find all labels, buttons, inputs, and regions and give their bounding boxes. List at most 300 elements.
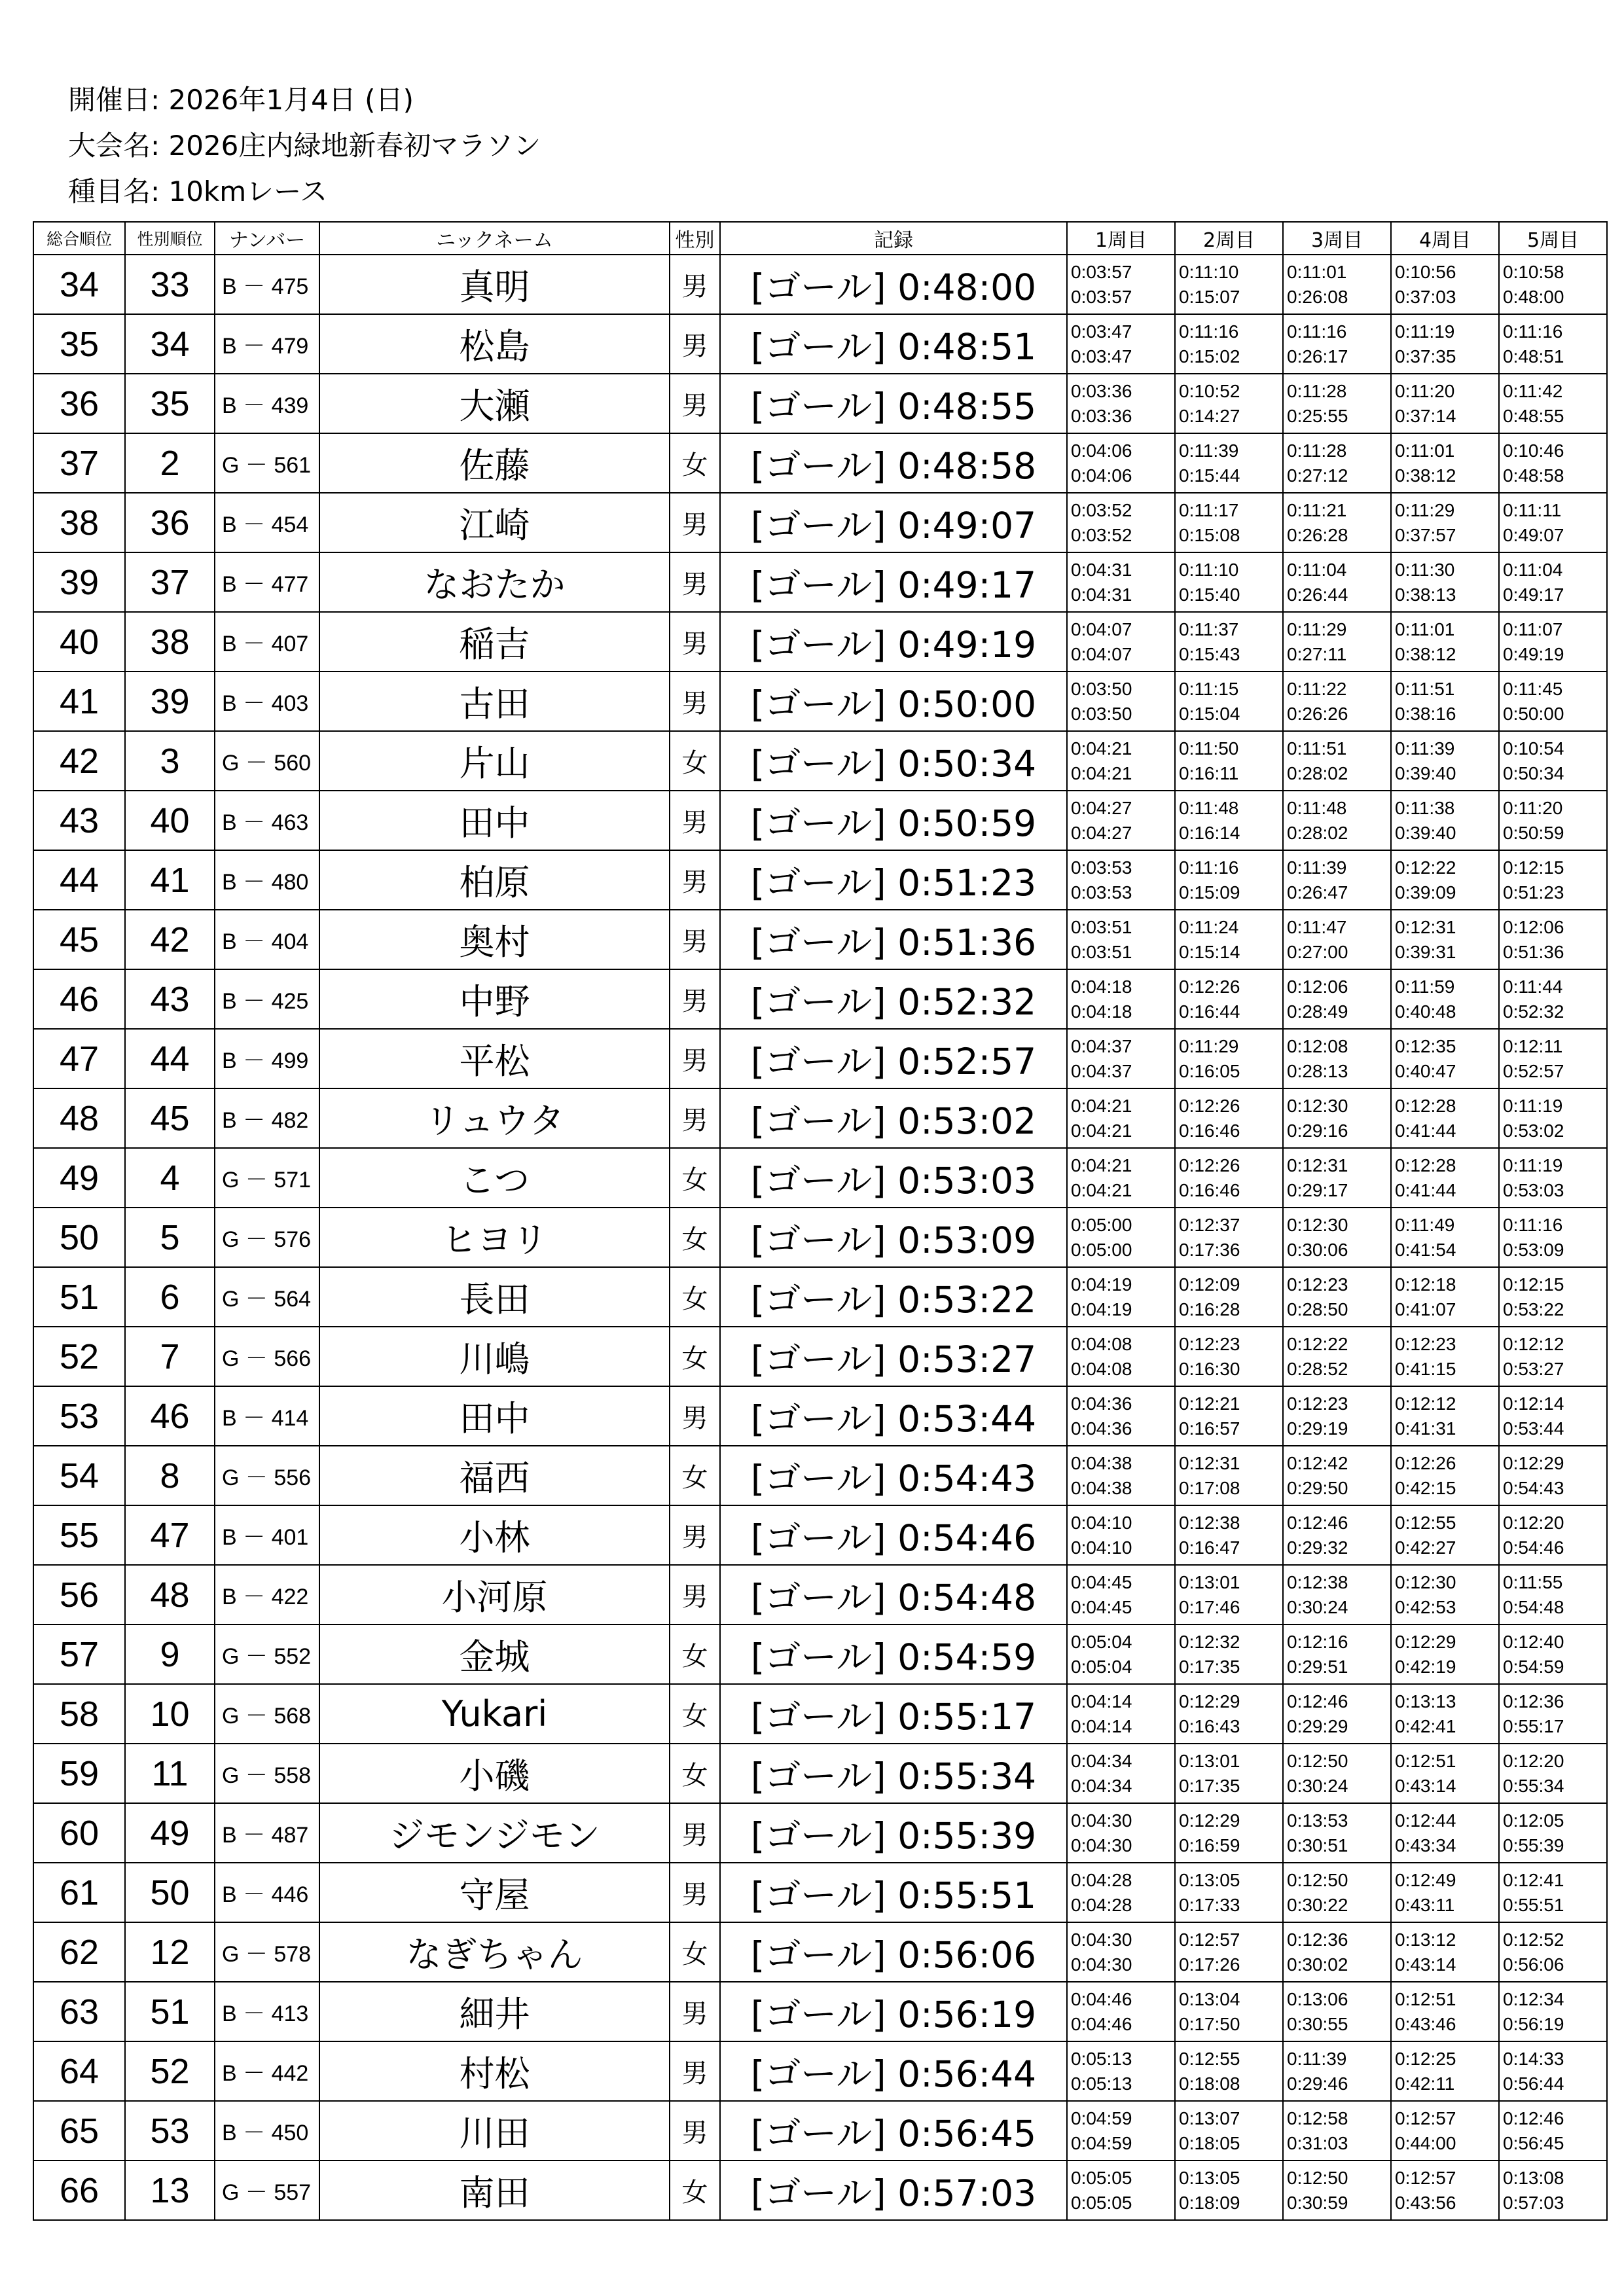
gender-rank-cell: 47: [125, 1505, 215, 1565]
lap-cumulative-time: 0:50:00: [1503, 703, 1564, 724]
lap-cumulative-time: 0:48:00: [1503, 286, 1564, 307]
sex-cell: 男: [670, 493, 720, 552]
lap-split-time: 0:13:05: [1179, 2167, 1240, 2188]
lap-cumulative-time: 0:54:48: [1503, 1596, 1564, 1617]
sex-cell: 男: [670, 1565, 720, 1624]
lap5-cell: [1499, 672, 1607, 731]
lap-split-time: 0:12:18: [1395, 1274, 1456, 1295]
lap-cumulative-time: 0:30:24: [1287, 1775, 1348, 1796]
lap-cumulative-time: 0:30:51: [1287, 1835, 1348, 1856]
lap-cumulative-time: 0:25:55: [1287, 405, 1348, 426]
lap-split-time: 0:12:57: [1395, 2108, 1456, 2128]
bib-number-cell: B － 446: [215, 1863, 319, 1922]
lap-cumulative-time: 0:16:47: [1179, 1537, 1240, 1558]
record-cell: [ゴール] 0:56:45: [720, 2101, 1067, 2161]
col-header-gender-rank: 性別順位: [125, 222, 215, 255]
overall-rank-cell: 55: [33, 1505, 125, 1565]
table-row: [33, 1148, 1607, 1208]
lap5-cell: [1499, 1446, 1607, 1505]
lap1-cell: [1067, 433, 1175, 493]
lap4-cell: [1391, 2161, 1499, 2220]
lap1-cell: [1067, 1327, 1175, 1386]
nickname-cell: 田中: [319, 791, 670, 850]
lap-split-time: 0:12:29: [1395, 1631, 1456, 1652]
lap4-cell: [1391, 910, 1499, 969]
lap-split-time: 0:12:29: [1179, 1810, 1240, 1831]
lap2-cell: [1175, 1208, 1283, 1267]
lap-cumulative-time: 0:41:15: [1395, 1358, 1456, 1379]
lap-split-time: 0:11:48: [1179, 797, 1239, 818]
lap-split-time: 0:14:33: [1503, 2048, 1564, 2069]
bib-number-cell: B － 450: [215, 2101, 319, 2161]
lap-split-time: 0:05:04: [1071, 1631, 1132, 1652]
lap-cumulative-time: 0:29:19: [1287, 1418, 1348, 1439]
lap5-cell: [1499, 1505, 1607, 1565]
bib-number-cell: B － 454: [215, 493, 319, 552]
record-cell: [ゴール] 0:52:57: [720, 1029, 1067, 1088]
lap-split-time: 0:12:06: [1503, 916, 1564, 937]
lap-cumulative-time: 0:04:14: [1071, 1715, 1132, 1736]
lap1-cell: [1067, 255, 1175, 314]
nickname-cell: 長田: [319, 1267, 670, 1327]
sex-cell: 男: [670, 672, 720, 731]
lap5-cell: [1499, 1267, 1607, 1327]
col-header-lap5: 5周目: [1499, 222, 1607, 255]
overall-rank-cell: 64: [33, 2041, 125, 2101]
lap4-cell: [1391, 1088, 1499, 1148]
lap4-cell: [1391, 672, 1499, 731]
sex-cell: 男: [670, 850, 720, 910]
gender-rank-cell: 36: [125, 493, 215, 552]
overall-rank-cell: 45: [33, 910, 125, 969]
lap5-cell: [1499, 314, 1607, 374]
lap-cumulative-time: 0:26:17: [1287, 346, 1348, 367]
lap-cumulative-time: 0:53:44: [1503, 1418, 1564, 1439]
sex-cell: 男: [670, 1029, 720, 1088]
lap-split-time: 0:12:26: [1179, 976, 1240, 997]
bib-number-cell: G － 566: [215, 1327, 319, 1386]
lap3-cell: [1283, 1029, 1391, 1088]
lap2-cell: [1175, 672, 1283, 731]
lap-split-time: 0:13:04: [1179, 1988, 1240, 2009]
lap2-cell: [1175, 1565, 1283, 1624]
lap-split-time: 0:12:15: [1503, 857, 1564, 878]
lap-cumulative-time: 0:42:11: [1395, 2073, 1455, 2094]
lap-split-time: 0:12:22: [1395, 857, 1456, 878]
lap1-cell: [1067, 731, 1175, 791]
lap-cumulative-time: 0:39:31: [1395, 941, 1456, 962]
lap3-cell: [1283, 1565, 1391, 1624]
lap-split-time: 0:12:30: [1287, 1214, 1348, 1235]
col-header-lap2: 2周目: [1175, 222, 1283, 255]
lap-cumulative-time: 0:03:57: [1071, 286, 1132, 307]
lap-split-time: 0:12:30: [1395, 1571, 1456, 1592]
lap-split-time: 0:12:42: [1287, 1452, 1348, 1473]
lap4-cell: [1391, 433, 1499, 493]
bib-number-cell: B － 401: [215, 1505, 319, 1565]
lap-cumulative-time: 0:29:51: [1287, 1656, 1348, 1677]
table-row: [33, 255, 1607, 314]
lap-split-time: 0:12:23: [1287, 1393, 1348, 1414]
lap5-cell: [1499, 1803, 1607, 1863]
lap2-cell: [1175, 1029, 1283, 1088]
col-header-lap1: 1周目: [1067, 222, 1175, 255]
overall-rank-cell: 60: [33, 1803, 125, 1863]
sex-cell: 女: [670, 1267, 720, 1327]
lap-split-time: 0:12:31: [1179, 1452, 1240, 1473]
lap-split-time: 0:11:39: [1179, 440, 1239, 461]
lap5-cell: [1499, 850, 1607, 910]
record-cell: [ゴール] 0:54:46: [720, 1505, 1067, 1565]
lap-split-time: 0:04:08: [1071, 1333, 1132, 1354]
table-row: [33, 791, 1607, 850]
lap-split-time: 0:11:21: [1287, 499, 1347, 520]
record-cell: [ゴール] 0:53:22: [720, 1267, 1067, 1327]
lap3-cell: [1283, 1863, 1391, 1922]
lap-split-time: 0:04:38: [1071, 1452, 1132, 1473]
lap3-cell: [1283, 314, 1391, 374]
lap3-cell: [1283, 552, 1391, 612]
lap1-cell: [1067, 1267, 1175, 1327]
sex-cell: 女: [670, 1148, 720, 1208]
lap-cumulative-time: 0:29:50: [1287, 1477, 1348, 1498]
lap2-cell: [1175, 1744, 1283, 1803]
lap-split-time: 0:11:51: [1287, 738, 1347, 759]
lap4-cell: [1391, 1863, 1499, 1922]
record-cell: [ゴール] 0:48:58: [720, 433, 1067, 493]
lap-cumulative-time: 0:37:35: [1395, 346, 1456, 367]
lap-cumulative-time: 0:04:21: [1071, 762, 1132, 783]
lap-cumulative-time: 0:53:02: [1503, 1120, 1564, 1141]
lap-cumulative-time: 0:27:11: [1287, 643, 1347, 664]
lap-cumulative-time: 0:17:35: [1179, 1656, 1240, 1677]
lap2-cell: [1175, 969, 1283, 1029]
lap-cumulative-time: 0:29:32: [1287, 1537, 1348, 1558]
lap4-cell: [1391, 1803, 1499, 1863]
lap-cumulative-time: 0:43:14: [1395, 1775, 1456, 1796]
lap-cumulative-time: 0:04:06: [1071, 465, 1132, 486]
gender-rank-cell: 42: [125, 910, 215, 969]
lap-cumulative-time: 0:43:14: [1395, 1954, 1456, 1975]
sex-cell: 男: [670, 791, 720, 850]
nickname-cell: 松島: [319, 314, 670, 374]
lap-split-time: 0:04:34: [1071, 1750, 1132, 1771]
lap1-cell: [1067, 672, 1175, 731]
lap3-cell: [1283, 612, 1391, 672]
lap4-cell: [1391, 314, 1499, 374]
lap-cumulative-time: 0:53:27: [1503, 1358, 1564, 1379]
lap-split-time: 0:11:16: [1503, 321, 1563, 342]
lap-cumulative-time: 0:17:26: [1179, 1954, 1240, 1975]
lap3-cell: [1283, 1505, 1391, 1565]
nickname-cell: 南田: [319, 2161, 670, 2220]
lap-split-time: 0:12:55: [1395, 1512, 1456, 1533]
lap4-cell: [1391, 1922, 1499, 1982]
lap-cumulative-time: 0:04:45: [1071, 1596, 1132, 1617]
lap-cumulative-time: 0:30:59: [1287, 2192, 1348, 2213]
lap-split-time: 0:12:50: [1287, 1750, 1348, 1771]
gender-rank-cell: 12: [125, 1922, 215, 1982]
lap-split-time: 0:12:52: [1503, 1929, 1564, 1950]
sex-cell: 女: [670, 1327, 720, 1386]
lap-split-time: 0:11:20: [1503, 797, 1563, 818]
lap5-cell: [1499, 1744, 1607, 1803]
lap-split-time: 0:04:21: [1071, 1155, 1132, 1175]
lap-cumulative-time: 0:28:02: [1287, 762, 1348, 783]
record-cell: [ゴール] 0:51:23: [720, 850, 1067, 910]
lap-cumulative-time: 0:17:08: [1179, 1477, 1240, 1498]
sex-cell: 女: [670, 731, 720, 791]
lap-cumulative-time: 0:04:36: [1071, 1418, 1132, 1439]
lap1-cell: [1067, 1863, 1175, 1922]
overall-rank-cell: 57: [33, 1624, 125, 1684]
lap3-cell: [1283, 255, 1391, 314]
sex-cell: 女: [670, 433, 720, 493]
record-cell: [ゴール] 0:55:17: [720, 1684, 1067, 1744]
lap-cumulative-time: 0:39:09: [1395, 882, 1456, 903]
lap-cumulative-time: 0:40:48: [1395, 1001, 1456, 1022]
lap-cumulative-time: 0:55:51: [1503, 1894, 1564, 1915]
lap-split-time: 0:13:05: [1179, 1869, 1240, 1890]
lap2-cell: [1175, 791, 1283, 850]
bib-number-cell: G － 557: [215, 2161, 319, 2220]
table-row: [33, 1744, 1607, 1803]
sex-cell: 女: [670, 1684, 720, 1744]
lap3-cell: [1283, 1327, 1391, 1386]
lap2-cell: [1175, 2101, 1283, 2161]
gender-rank-cell: 11: [125, 1744, 215, 1803]
lap-split-time: 0:11:17: [1179, 499, 1239, 520]
lap-cumulative-time: 0:17:50: [1179, 2013, 1240, 2034]
overall-rank-cell: 53: [33, 1386, 125, 1446]
lap-split-time: 0:12:51: [1395, 1988, 1456, 2009]
lap5-cell: [1499, 433, 1607, 493]
lap-cumulative-time: 0:05:05: [1071, 2192, 1132, 2213]
lap4-cell: [1391, 374, 1499, 433]
gender-rank-cell: 2: [125, 433, 215, 493]
lap1-cell: [1067, 1982, 1175, 2041]
lap-split-time: 0:12:38: [1287, 1571, 1348, 1592]
lap5-cell: [1499, 374, 1607, 433]
lap-split-time: 0:11:22: [1287, 678, 1347, 699]
lap-split-time: 0:11:04: [1503, 559, 1563, 580]
lap-split-time: 0:10:56: [1395, 261, 1456, 282]
lap-split-time: 0:12:29: [1179, 1691, 1240, 1712]
table-header-row: [33, 222, 1607, 255]
lap-cumulative-time: 0:29:16: [1287, 1120, 1348, 1141]
lap5-cell: [1499, 2161, 1607, 2220]
sex-cell: 男: [670, 2041, 720, 2101]
nickname-cell: 川嶋: [319, 1327, 670, 1386]
lap-split-time: 0:12:31: [1395, 916, 1456, 937]
lap2-cell: [1175, 910, 1283, 969]
overall-rank-cell: 51: [33, 1267, 125, 1327]
table-row: [33, 850, 1607, 910]
lap-split-time: 0:11:28: [1287, 440, 1347, 461]
lap-split-time: 0:12:20: [1503, 1750, 1564, 1771]
lap4-cell: [1391, 1505, 1499, 1565]
nickname-cell: リュウタ: [319, 1088, 670, 1148]
col-header-overall-rank: 総合順位: [33, 222, 125, 255]
bib-number-cell: B － 463: [215, 791, 319, 850]
gender-rank-cell: 33: [125, 255, 215, 314]
lap-split-time: 0:03:47: [1071, 321, 1132, 342]
lap-split-time: 0:03:52: [1071, 499, 1132, 520]
lap4-cell: [1391, 2101, 1499, 2161]
bib-number-cell: B － 404: [215, 910, 319, 969]
lap-cumulative-time: 0:55:17: [1503, 1715, 1564, 1736]
lap2-cell: [1175, 850, 1283, 910]
lap-cumulative-time: 0:48:51: [1503, 346, 1564, 367]
lap-split-time: 0:12:38: [1179, 1512, 1240, 1533]
lap5-cell: [1499, 1863, 1607, 1922]
record-cell: [ゴール] 0:53:27: [720, 1327, 1067, 1386]
lap-cumulative-time: 0:39:40: [1395, 822, 1456, 843]
overall-rank-cell: 40: [33, 612, 125, 672]
lap-cumulative-time: 0:55:34: [1503, 1775, 1564, 1796]
sex-cell: 女: [670, 2161, 720, 2220]
event-date: 開催日: 2026年1月4日 (日): [68, 84, 414, 116]
lap-split-time: 0:11:28: [1287, 380, 1347, 401]
lap5-cell: [1499, 910, 1607, 969]
record-cell: [ゴール] 0:48:55: [720, 374, 1067, 433]
lap2-cell: [1175, 433, 1283, 493]
bib-number-cell: B － 407: [215, 612, 319, 672]
lap3-cell: [1283, 1267, 1391, 1327]
lap-cumulative-time: 0:38:13: [1395, 584, 1456, 605]
lap-cumulative-time: 0:42:19: [1395, 1656, 1456, 1677]
lap-split-time: 0:03:57: [1071, 261, 1132, 282]
lap-cumulative-time: 0:54:46: [1503, 1537, 1564, 1558]
bib-number-cell: G － 558: [215, 1744, 319, 1803]
gender-rank-cell: 6: [125, 1267, 215, 1327]
lap5-cell: [1499, 612, 1607, 672]
lap-cumulative-time: 0:14:27: [1179, 405, 1240, 426]
lap-cumulative-time: 0:29:46: [1287, 2073, 1348, 2094]
lap5-cell: [1499, 1624, 1607, 1684]
table-row: [33, 612, 1607, 672]
lap4-cell: [1391, 850, 1499, 910]
lap4-cell: [1391, 731, 1499, 791]
sex-cell: 男: [670, 1803, 720, 1863]
lap-cumulative-time: 0:51:23: [1503, 882, 1564, 903]
sex-cell: 男: [670, 1982, 720, 2041]
lap-cumulative-time: 0:53:03: [1503, 1179, 1564, 1200]
event-name: 大会名: 2026庄内緑地新春初マラソン: [68, 130, 541, 162]
lap-cumulative-time: 0:43:56: [1395, 2192, 1456, 2213]
overall-rank-cell: 66: [33, 2161, 125, 2220]
lap4-cell: [1391, 791, 1499, 850]
record-cell: [ゴール] 0:54:48: [720, 1565, 1067, 1624]
record-cell: [ゴール] 0:56:19: [720, 1982, 1067, 2041]
lap-cumulative-time: 0:15:14: [1179, 941, 1240, 962]
results-body: [33, 255, 1607, 2220]
record-cell: [ゴール] 0:55:39: [720, 1803, 1067, 1863]
lap5-cell: [1499, 1684, 1607, 1744]
lap-cumulative-time: 0:04:10: [1071, 1537, 1132, 1558]
record-cell: [ゴール] 0:48:00: [720, 255, 1067, 314]
gender-rank-cell: 9: [125, 1624, 215, 1684]
lap-cumulative-time: 0:04:19: [1071, 1299, 1132, 1319]
lap2-cell: [1175, 1267, 1283, 1327]
lap5-cell: [1499, 1982, 1607, 2041]
lap-cumulative-time: 0:43:11: [1395, 1894, 1455, 1915]
overall-rank-cell: 35: [33, 314, 125, 374]
gender-rank-cell: 34: [125, 314, 215, 374]
lap-cumulative-time: 0:17:46: [1179, 1596, 1240, 1617]
overall-rank-cell: 43: [33, 791, 125, 850]
lap4-cell: [1391, 552, 1499, 612]
lap-split-time: 0:11:48: [1287, 797, 1347, 818]
lap3-cell: [1283, 2161, 1391, 2220]
record-cell: [ゴール] 0:53:03: [720, 1148, 1067, 1208]
lap-split-time: 0:04:21: [1071, 738, 1132, 759]
lap4-cell: [1391, 2041, 1499, 2101]
lap5-cell: [1499, 2041, 1607, 2101]
table-row: [33, 1624, 1607, 1684]
overall-rank-cell: 44: [33, 850, 125, 910]
record-cell: [ゴール] 0:49:17: [720, 552, 1067, 612]
lap4-cell: [1391, 1744, 1499, 1803]
overall-rank-cell: 52: [33, 1327, 125, 1386]
lap-split-time: 0:11:04: [1287, 559, 1347, 580]
lap-cumulative-time: 0:04:30: [1071, 1835, 1132, 1856]
record-cell: [ゴール] 0:56:44: [720, 2041, 1067, 2101]
gender-rank-cell: 48: [125, 1565, 215, 1624]
lap-cumulative-time: 0:16:57: [1179, 1418, 1240, 1439]
lap-cumulative-time: 0:28:13: [1287, 1060, 1348, 1081]
gender-rank-cell: 35: [125, 374, 215, 433]
lap-split-time: 0:11:45: [1503, 678, 1563, 699]
lap-cumulative-time: 0:16:30: [1179, 1358, 1240, 1379]
table-row: [33, 1446, 1607, 1505]
gender-rank-cell: 53: [125, 2101, 215, 2161]
lap-cumulative-time: 0:41:44: [1395, 1179, 1456, 1200]
lap-split-time: 0:04:21: [1071, 1095, 1132, 1116]
table-row: [33, 969, 1607, 1029]
lap-cumulative-time: 0:05:04: [1071, 1656, 1132, 1677]
bib-number-cell: B － 482: [215, 1088, 319, 1148]
overall-rank-cell: 38: [33, 493, 125, 552]
lap5-cell: [1499, 552, 1607, 612]
lap-split-time: 0:04:10: [1071, 1512, 1132, 1533]
lap-split-time: 0:11:16: [1287, 321, 1347, 342]
gender-rank-cell: 41: [125, 850, 215, 910]
lap-split-time: 0:12:26: [1179, 1155, 1240, 1175]
lap-split-time: 0:11:39: [1395, 738, 1455, 759]
lap4-cell: [1391, 1148, 1499, 1208]
overall-rank-cell: 34: [33, 255, 125, 314]
lap-split-time: 0:12:55: [1179, 2048, 1240, 2069]
lap3-cell: [1283, 1922, 1391, 1982]
record-cell: [ゴール] 0:55:34: [720, 1744, 1067, 1803]
lap-split-time: 0:12:37: [1179, 1214, 1240, 1235]
lap-split-time: 0:11:55: [1503, 1571, 1563, 1592]
sex-cell: 女: [670, 1624, 720, 1684]
nickname-cell: 江崎: [319, 493, 670, 552]
overall-rank-cell: 46: [33, 969, 125, 1029]
overall-rank-cell: 62: [33, 1922, 125, 1982]
lap-cumulative-time: 0:41:44: [1395, 1120, 1456, 1141]
lap3-cell: [1283, 493, 1391, 552]
lap-split-time: 0:11:29: [1179, 1035, 1239, 1056]
overall-rank-cell: 61: [33, 1863, 125, 1922]
gender-rank-cell: 37: [125, 552, 215, 612]
lap2-cell: [1175, 374, 1283, 433]
lap-split-time: 0:11:01: [1395, 619, 1455, 639]
lap-cumulative-time: 0:15:40: [1179, 584, 1240, 605]
lap-cumulative-time: 0:30:24: [1287, 1596, 1348, 1617]
